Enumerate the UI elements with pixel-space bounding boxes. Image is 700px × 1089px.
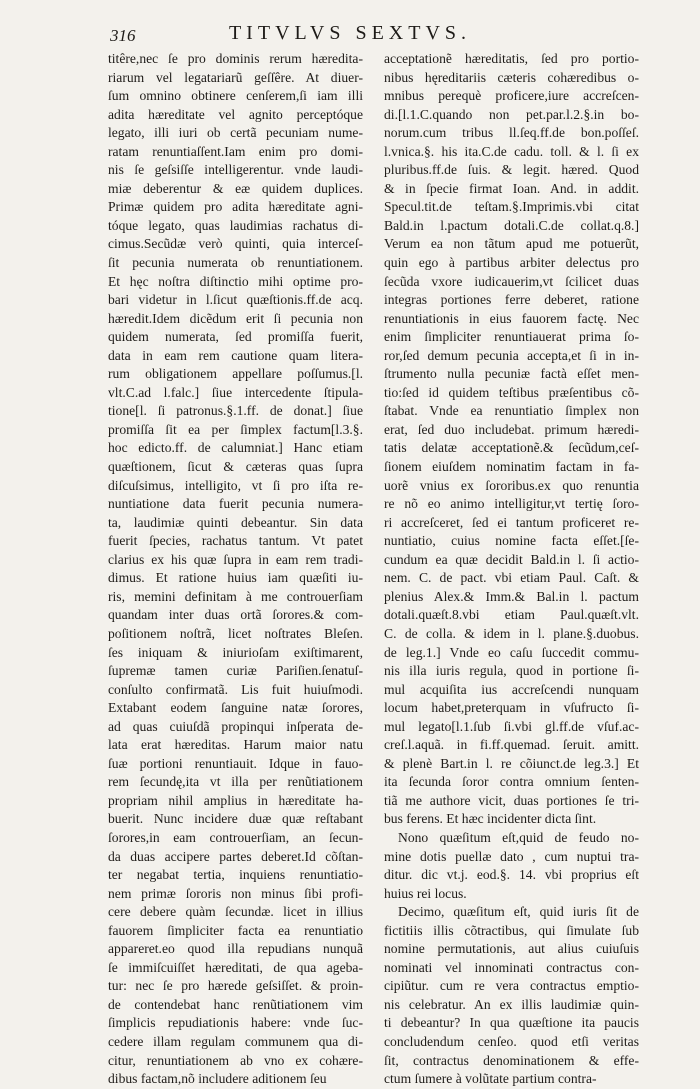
right-column-line: ctum ſumere à volũtate partium contra- <box>384 1071 597 1087</box>
left-column-line: vlt.C.ad l.falc.] ſiue intercedente ſtipula- <box>108 384 363 400</box>
left-column-line: ſe immiſcuiſſet hæreditati, de qua ageba- <box>108 959 363 975</box>
right-column-line: C. de colla. & idem in l. plane.§.duobus. <box>384 625 639 641</box>
left-column-line: legato, illi iuri ob certã pecuniam nume- <box>108 125 363 141</box>
right-column-line: bus ferens. Et hæc incidenter dicta ſint. <box>384 811 597 827</box>
left-column-line: ſorores,in eam controuerſiam, an ſecun- <box>108 829 363 845</box>
left-column <box>108 50 363 1089</box>
right-column-line: ſecũda vxore iudicauerim,vt ſcilicet duas <box>384 273 639 289</box>
right-column-line: quin ego à partibus arbiter delectus pro <box>384 255 639 271</box>
right-column-line: nibus hęreditariis cæteris cohæredibus o- <box>384 69 639 85</box>
right-column-line: creſ.l.aquã. in fi.ff.quemad. ſeruit. amitt. <box>384 737 639 753</box>
right-column-line: nomine permutationis, aut alius cuiuſuis <box>384 941 639 957</box>
left-column-line: ris, memini definitam à me controuerſiam <box>108 588 363 604</box>
right-column-line: Bald.in l.pactum dotali.C.de collat.q.8.] <box>384 217 639 233</box>
left-column-line: quæſtionem, ſicut & cæteras quas ſupra <box>108 459 363 475</box>
right-column-line: mnibus perequè proficere,iure accreſcen- <box>384 88 639 104</box>
right-column-line: dotali.quæſt.8.vbi etiam Paul.quæſt.vlt. <box>384 607 639 623</box>
right-column-line: concludendum cenſeo. quod etſi veritas <box>384 1033 639 1049</box>
right-column-line: cundum ea quæ decidit Bald.in l. ſi actio- <box>384 551 639 567</box>
left-column-line: fuerit ſpecies, rachatus tantum. Vt patet <box>108 533 363 549</box>
left-column-line: citur, renuntiationem ab vno ex cohære- <box>108 1052 363 1068</box>
left-column-line: miæ deberentur & eæ quidem duplices. <box>108 180 363 196</box>
left-column-line: diſcuſsimus, intelligito, vt ſi pro iſta re- <box>108 477 363 493</box>
right-column-line: re nõ eo animo intelligitur,vt tertię ſoro- <box>384 496 639 512</box>
left-column-line: nem primæ ſororis non minus ſibi profi- <box>108 885 363 901</box>
right-column-line: nis illa iuris regula, quod in portione ſi- <box>384 663 639 679</box>
right-column-line: di.[l.1.C.quando non pet.par.l.2.§.in bo- <box>384 106 639 122</box>
right-column-line: fictitiis illis cõtractibus, qui ſimulate ſub <box>384 922 639 938</box>
right-column-line: locum habet,preterquam in vſufructo ſi- <box>384 700 639 716</box>
left-column-line: Primæ quidem pro adita hæreditate agni- <box>108 199 363 215</box>
right-column-line: ſionem eiuſdem nominatim factam in fa- <box>384 459 639 475</box>
left-column-line: data in eam rem cautione quam litera- <box>108 347 363 363</box>
right-column-line: renuntiationis in eius fauorem factę. Nec <box>384 310 639 326</box>
left-column-line: tur: nec ſe pro hærede geſsiſſet. & proin- <box>108 978 363 994</box>
left-column-line: ſes iniquam & iniurioſam exiſtimarent, <box>108 644 363 660</box>
left-column-line: ter negabat tertia, inquiens renuntiatio- <box>108 867 363 883</box>
running-title: TITVLVS SEXTVS. <box>228 22 472 44</box>
right-column-line: plenius Alex.& Imm.& Bal.in l. pactum <box>384 588 639 604</box>
left-column-line: ta, laudimiæ quinti debeantur. Sin data <box>108 514 363 530</box>
left-column-line: cimus.Secũdæ verò quinti, quia interceſ- <box>108 236 363 252</box>
left-column-line: conſulto confirmatã. Lis fuit huiuſmodi. <box>108 681 363 697</box>
right-column-line: ti debeantur? In qua quæſtione ita paucis <box>384 1015 639 1031</box>
right-column-line: norum.cum tribus ll.ſeq.ff.de bon.poſſeſ. <box>384 125 639 141</box>
right-column-line: nominati vel innominati contractus con- <box>384 959 639 975</box>
left-column-line: da duas accipere partes deberet.Id cõſtan- <box>108 848 363 864</box>
right-column-line: ſit, contractus denominationem & effe- <box>384 1052 639 1068</box>
right-column-line: enim ſimpliciter renuntiauerat prima ſo- <box>384 329 639 345</box>
left-column-line: Et hęc noſtra diſtinctio mihi optime pro- <box>108 273 363 289</box>
left-column-line: quidem numerata, ſed promiſſa fuerit, <box>108 329 363 345</box>
left-column-line: ſit pecunia numerata ob renuntiationem. <box>108 255 363 271</box>
right-column <box>384 50 639 1089</box>
right-column-line: acceptationẽ hæreditatis, ſed pro portio- <box>384 51 639 66</box>
left-column-line: rem ſecundę,ita vt illa per renũtiationem <box>108 774 363 790</box>
right-column-line: Nono quæſitum eſt,quid de feudo no- <box>398 829 639 845</box>
left-column-line: hoc edicto.ff. de calumniat.] Hanc etiam <box>108 440 363 456</box>
right-column-line: nis celebratur. An ex illis laudimiæ quin- <box>384 996 639 1012</box>
left-column-line: ſum omnino obtinere cenſerem,ſi iam illi <box>108 88 363 104</box>
left-column-line: Extabant eodem ſanguine natæ ſorores, <box>108 700 363 716</box>
left-column-line: de contendebat hanc renũtiationem vim <box>108 996 363 1012</box>
left-column-line: ſuæ portioni renuntiauit. Idque in fauo- <box>108 755 363 771</box>
left-column-line: nis ſe geſsiſſe intelligerentur. vnde laudi- <box>108 162 363 178</box>
left-column-line: buerit. Nunc incidere duæ quæ reſtabant <box>108 811 363 827</box>
right-column-line: cipiũtur. cum re vera contractus emptio- <box>384 978 639 994</box>
left-column-line: ad quas cuiuſdã propinqui inſperata de- <box>108 718 363 734</box>
right-column-line: integras portiones ferre deberet, ratione <box>384 292 639 308</box>
right-column-line: de leg.1.] Vnde eo caſu ſuccedit commu- <box>384 644 639 660</box>
left-column-line: adita hæreditate vel agnito perceptóque <box>108 106 363 122</box>
left-column-line: propriam nihil amplius in hæreditate ha- <box>108 792 363 808</box>
right-column-line: tio:ſed id quidem teſtibus præſentibus cõ- <box>384 384 639 400</box>
right-column-line: tatis delatæ acceptationẽ.& ſecũdum,ceſ- <box>384 440 639 456</box>
left-column-line: cedere illam regulam communem qua di- <box>108 1033 363 1049</box>
right-column-line: nuntiatio, cuius nomine facta eſſet.[ſe- <box>384 533 639 549</box>
page-header <box>0 20 700 50</box>
left-column-line: nuntiatione data fuerit pecunia numera- <box>108 496 363 512</box>
left-column-line: riarum vel legatariarũ geſſêre. At diuer- <box>108 69 363 85</box>
left-column-line: poſitionem noſtrã, licet noſtrates Bleſen. <box>108 625 363 641</box>
right-column-line: huius rei locus. <box>384 885 467 901</box>
right-column-line: Specul.tit.de teſtam.§.Imprimis.vbi citat <box>384 199 639 215</box>
left-column-line: tione[l. ſi patronus.§.1.ff. de donat.] ſiue <box>108 403 363 419</box>
right-column-line: & plenè Bart.in l. re cõiunct.de leg.3.] Et <box>384 755 639 771</box>
right-column-line: mine dotis puellæ dato , cum nuptui tra- <box>384 848 639 864</box>
left-column-line: quandam inter duas ortã ſorores.& com- <box>108 607 363 623</box>
left-column-line: clarius ex his quæ ſupra in eam rem tradi- <box>108 551 363 567</box>
right-column-line: Verum ea non tãtum apud me potuerũt, <box>384 236 639 252</box>
left-column-line: bari videtur in l.ſicut quæſtionis.ff.de acq. <box>108 292 363 308</box>
left-column-line: ſimplicis repudiationis habere: vnde ſuc- <box>108 1015 363 1031</box>
left-column-line: fauorem ſimpliciter facta ea renuntiatio <box>108 922 363 938</box>
right-column-line: ror,ſed demum pecunia accepta,et ſi in in- <box>384 347 639 363</box>
left-column-line: dimus. Et ratione huius iam quæſiti iu- <box>108 570 363 586</box>
left-column-line: promiſſa ſit ea per ſimplex factum[l.3.§. <box>108 421 363 437</box>
left-column-line: appareret.eo quod illa repudians nunquã <box>108 941 363 957</box>
right-column-line: Decimo, quæſitum eſt, quid iuris ſit de <box>398 904 639 920</box>
right-column-line: ſtrumento nulla pecuniæ factà eſſet men- <box>384 366 639 382</box>
right-column-line: l.vnica.§. his ita.C.de cadu. toll. & l. ſi ex <box>384 143 639 159</box>
right-column-line: mul acquiſita ius accreſcendi nunquam <box>384 681 639 697</box>
right-column-line: ri accreſceret, ſed ei tantum proficeret re- <box>384 514 639 530</box>
right-column-line: tiã me authore vicit, duas portiones ſe tri- <box>384 792 639 808</box>
right-column-line: ditur. dic vt.j. eod.§. 14. vbi proprius eſt <box>384 867 639 883</box>
right-column-line: uorẽ vnius ex ſororibus.ex quo renuntia <box>384 477 639 493</box>
left-column-line: hæredit.Idem dicẽdum erit ſi pecunia non <box>108 310 363 326</box>
left-column-line: ratam renuntiaſſent.Iam enim pro domi- <box>108 143 363 159</box>
right-column-line: pluribus.ff.de ſuis. & legit. hæred. Quod <box>384 162 639 178</box>
left-column-line: lata erat hæreditas. Harum maior natu <box>108 737 363 753</box>
right-column-line: & in ſpecie firmat Ioan. And. in addit. <box>384 180 639 196</box>
left-column-line: ſupremæ tamen curiæ Pariſien.ſenatuſ- <box>108 663 363 679</box>
right-column-line: nem. C. de pact. vbi etiam Paul. Caſt. & <box>384 570 639 586</box>
left-column-line: dibus factam,nõ includere aditionem ſeu <box>108 1071 327 1087</box>
left-column-line: tóque legato, quas laudimias rachatus di- <box>108 217 363 233</box>
right-column-line: mul legato[l.1.ſub ſi.vbi gl.ff.de vſuf.ac- <box>384 718 639 734</box>
page-number: 316 <box>110 26 136 45</box>
right-column-line: ita ſecunda ſoror contra omnium ſenten- <box>384 774 639 790</box>
left-column-line: rum obligationem appellare poſſumus.[l. <box>108 366 363 382</box>
right-column-line: erat, ſed duo includebat. primum hæredi- <box>384 421 639 437</box>
left-column-line: cere debere quàm ſecundæ. licet in illius <box>108 904 363 920</box>
left-column-line: titêre,nec ſe pro dominis rerum hæredita- <box>108 51 363 66</box>
right-column-line: ſtabat. Vnde ea renuntiatio ſimplex non <box>384 403 639 419</box>
